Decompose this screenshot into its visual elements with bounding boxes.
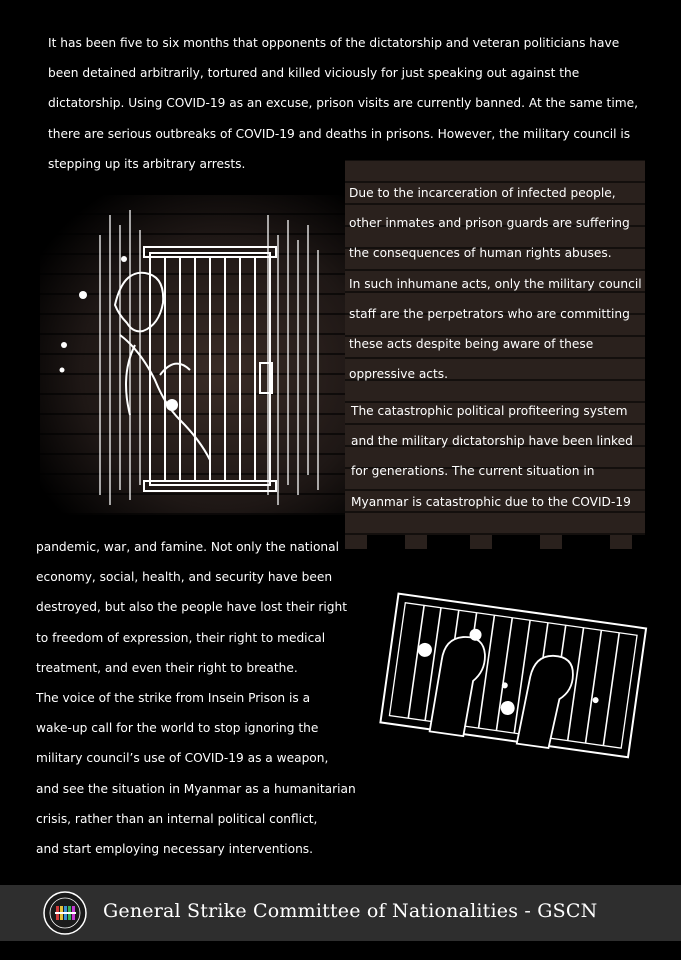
bottom-line: military council’s use of COVID-19 as a weapon, — [36, 751, 329, 766]
bottom-line: and see the situation in Myanmar as a humanitarian — [36, 781, 356, 796]
gscn-seal-icon — [42, 890, 88, 936]
wall-crenel — [610, 535, 632, 549]
wall-crenel — [540, 535, 562, 549]
intro-line: been detained arbitrarily, tortured and killed viciously for just speaking out against the — [48, 66, 580, 81]
intro-line: It has been five to six months that opponents of the dictatorship and veteran politicians have — [48, 36, 620, 50]
hands-on-bars-illustration — [360, 570, 660, 785]
right-line: and the military dictatorship have been linked — [351, 434, 633, 449]
prisoner-cell-illustration — [40, 195, 345, 515]
right-line: In such inhumane acts, only the military council — [349, 276, 642, 291]
bottom-line: wake-up call for the world to stop ignoring the — [36, 721, 319, 736]
right-line: The catastrophic political profiteering system — [351, 404, 628, 418]
intro-paragraph — [48, 28, 648, 179]
bottom-line: economy, social, health, and security have been — [36, 570, 333, 585]
right-line: for generations. The current situation in — [351, 464, 595, 479]
right-paragraph-catastrophic-system — [351, 396, 651, 517]
wall-crenel — [470, 535, 492, 549]
bottom-line: The voice of the strike from Insein Prison is a — [36, 691, 311, 706]
bottom-line: and start employing necessary interventions. — [36, 842, 314, 857]
bottom-line: destroyed, but also the people have lost their right — [36, 600, 347, 615]
bottom-line: crisis, rather than an internal political conflict, — [36, 811, 318, 826]
bottom-paragraph — [36, 532, 366, 864]
right-line: other inmates and prison guards are suffering — [349, 216, 630, 231]
right-line: oppressive acts. — [349, 367, 449, 382]
right-line: Myanmar is catastrophic due to the COVID-19 — [351, 494, 631, 509]
right-line: staff are the perpetrators who are committing — [349, 306, 630, 321]
right-line: Due to the incarceration of infected people, — [349, 186, 616, 200]
intro-line: stepping up its arbitrary arrests. — [48, 156, 246, 171]
wall-crenel — [405, 535, 427, 549]
footer-title: General Strike Committee of Nationalities - GSCN — [103, 900, 598, 922]
bottom-line: treatment, and even their right to breathe. — [36, 660, 298, 675]
right-line: the consequences of human rights abuses. — [349, 246, 612, 261]
intro-line: dictatorship. Using COVID-19 as an excuse, prison visits are currently banned. At the same time, — [48, 96, 638, 111]
bottom-line: to freedom of expression, their right to medical — [36, 630, 326, 645]
intro-line: there are serious outbreaks of COVID-19 and deaths in prisons. However, the military council is — [48, 126, 631, 141]
right-line: these acts despite being aware of these — [349, 337, 594, 352]
right-paragraph-human-rights — [349, 178, 649, 389]
bottom-line: pandemic, war, and famine. Not only the national — [36, 540, 340, 554]
